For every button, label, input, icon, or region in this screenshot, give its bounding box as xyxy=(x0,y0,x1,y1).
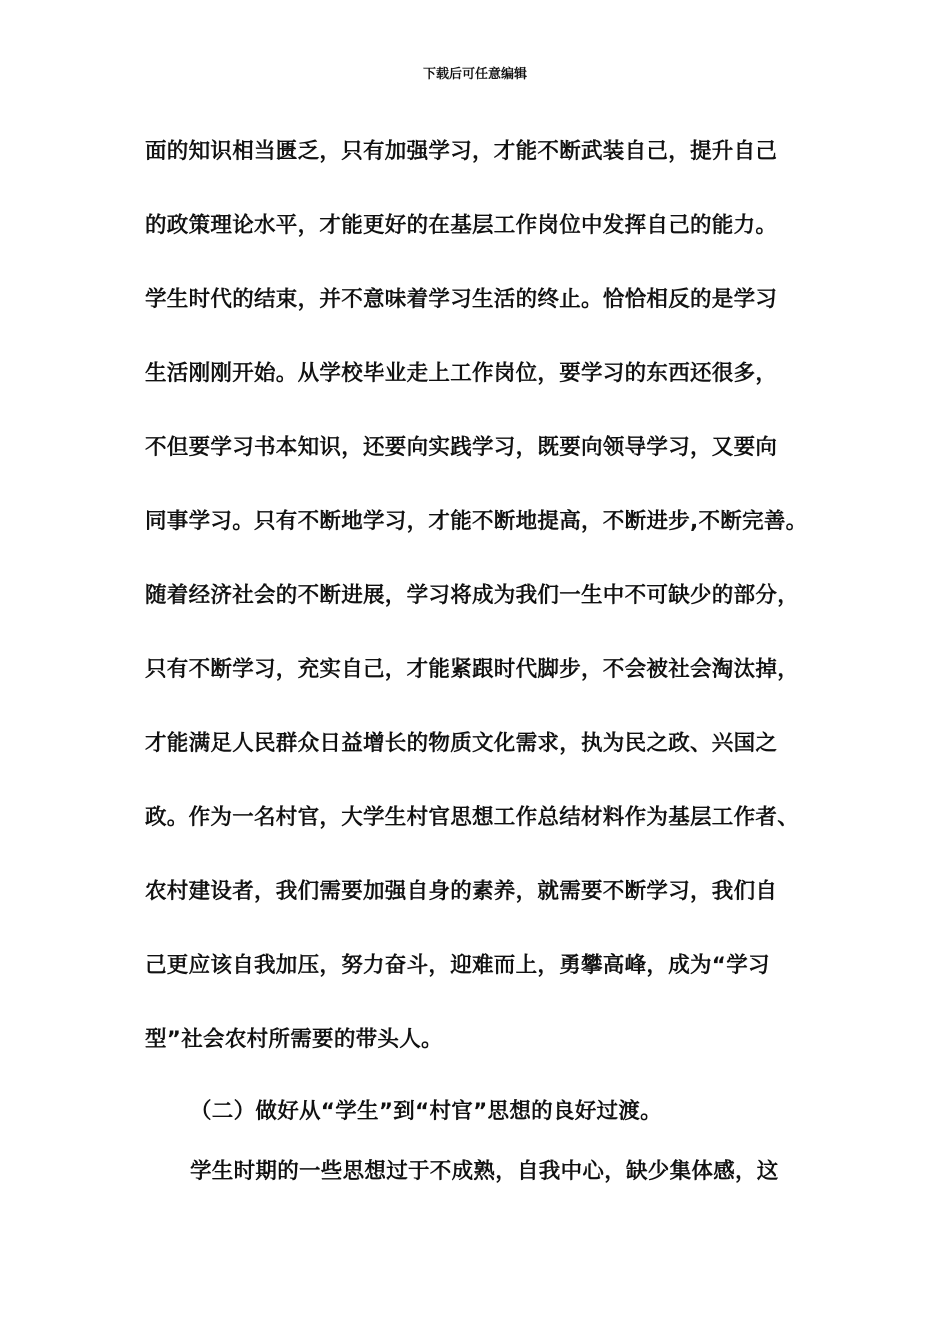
text-line: 学生时期的一些思想过于不成熟，自我中心，缺少集体感，这 xyxy=(190,1159,779,1184)
text-line: 面的知识相当匮乏，只有加强学习，才能不断武装自己，提升自己 xyxy=(145,139,778,164)
text-line: 只有不断学习，充实自己，才能紧跟时代脚步，不会被社会淘汰掉， xyxy=(145,657,800,682)
text-line: 型”社会农村所需要的带头人。 xyxy=(145,1027,443,1052)
text-line: 同事学习。只有不断地学习，才能不断地提高，不断进步,不断完善。 xyxy=(145,509,808,534)
text-line: 才能满足人民群众日益增长的物质文化需求，执为民之政、兴国之 xyxy=(145,731,778,756)
text-line: 的政策理论水平，才能更好的在基层工作岗位中发挥自己的能力。 xyxy=(145,213,778,238)
text-line: 生活刚刚开始。从学校毕业走上工作岗位，要学习的东西还很多， xyxy=(145,361,778,386)
text-line: 农村建设者，我们需要加强自身的素养，就需要不断学习，我们自 xyxy=(145,879,778,904)
text-line: 随着经济社会的不断进展，学习将成为我们一生中不可缺少的部分， xyxy=(145,583,800,608)
text-line: 学生时代的结束，并不意味着学习生活的终止。恰恰相反的是学习 xyxy=(145,287,778,312)
section-heading: （二）做好从“学生”到“村官”思想的良好过渡。 xyxy=(190,1099,662,1124)
text-line: 政。作为一名村官，大学生村官思想工作总结材料作为基层工作者、 xyxy=(145,805,800,830)
text-line: 不但要学习书本知识，还要向实践学习，既要向领导学习，又要向 xyxy=(145,435,778,460)
page-header: 下载后可任意编辑 xyxy=(422,67,527,82)
text-line: 己更应该自我加压，努力奋斗，迎难而上，勇攀高峰，成为“学习 xyxy=(145,953,770,978)
